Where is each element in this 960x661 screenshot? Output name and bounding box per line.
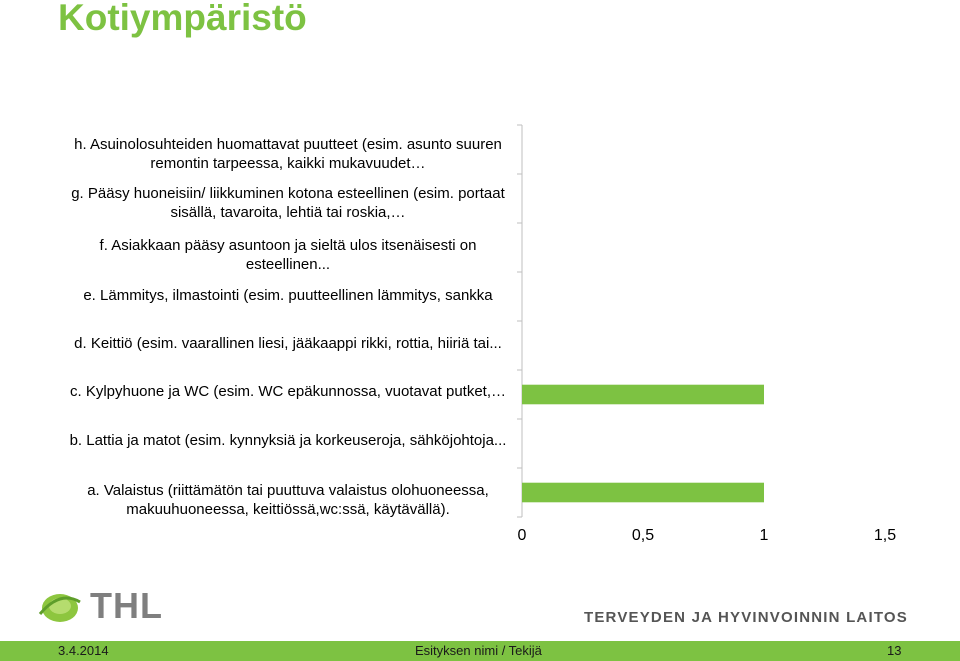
x-tick-label: 1	[759, 527, 769, 544]
page-title: Kotiympäristö	[58, 0, 307, 38]
category-label-f: f. Asiakkaan pääsy asuntoon ja sieltä ulos itsenäisesti on esteellinen...	[99, 237, 477, 273]
footer-bar	[0, 641, 960, 661]
category-label-h: h. Asuinolosuhteiden huomattavat puutteet (esim. asunto suuren remontin tarpeessa, kaikki mukavuudet…	[74, 136, 502, 172]
category-label-e: e. Lämmitys, ilmastointi (esim. puutteellinen lämmitys, sankka	[83, 287, 493, 304]
footer-date: 3.4.2014	[58, 643, 109, 658]
bar	[522, 385, 764, 405]
footer-presentation: Esityksen nimi / Tekijä	[415, 643, 542, 658]
institute-name: TERVEYDEN JA HYVINVOINNIN LAITOS	[583, 609, 908, 626]
x-tick-label: 0	[517, 527, 527, 544]
footer-page-number: 13	[887, 643, 902, 658]
x-tick-label: 1,5	[873, 527, 897, 544]
thl-logo-text: THL	[90, 585, 163, 626]
category-label-g: g. Pääsy huoneisiin/ liikkuminen kotona esteellinen (esim. portaat sisällä, tavaroita, lehtiä tai roskia,…	[71, 185, 505, 221]
category-label-d: d. Keittiö (esim. vaarallinen liesi, jääkaappi rikki, rottia, hiiriä tai...	[74, 335, 502, 352]
category-label-a: a. Valaistus (riittämätön tai puuttuva valaistus olohuoneessa, makuuhuoneessa, keittiössä,wc:ssä, käytävällä).	[87, 482, 489, 518]
category-label-b: b. Lattia ja matot (esim. kynnyksiä ja korkeuseroja, sähköjohtoja...	[69, 432, 507, 449]
x-tick-label: 0,5	[631, 527, 655, 544]
bar	[522, 483, 764, 503]
category-label-c: c. Kylpyhuone ja WC (esim. WC epäkunnossa, vuotavat putket,…	[69, 383, 507, 400]
